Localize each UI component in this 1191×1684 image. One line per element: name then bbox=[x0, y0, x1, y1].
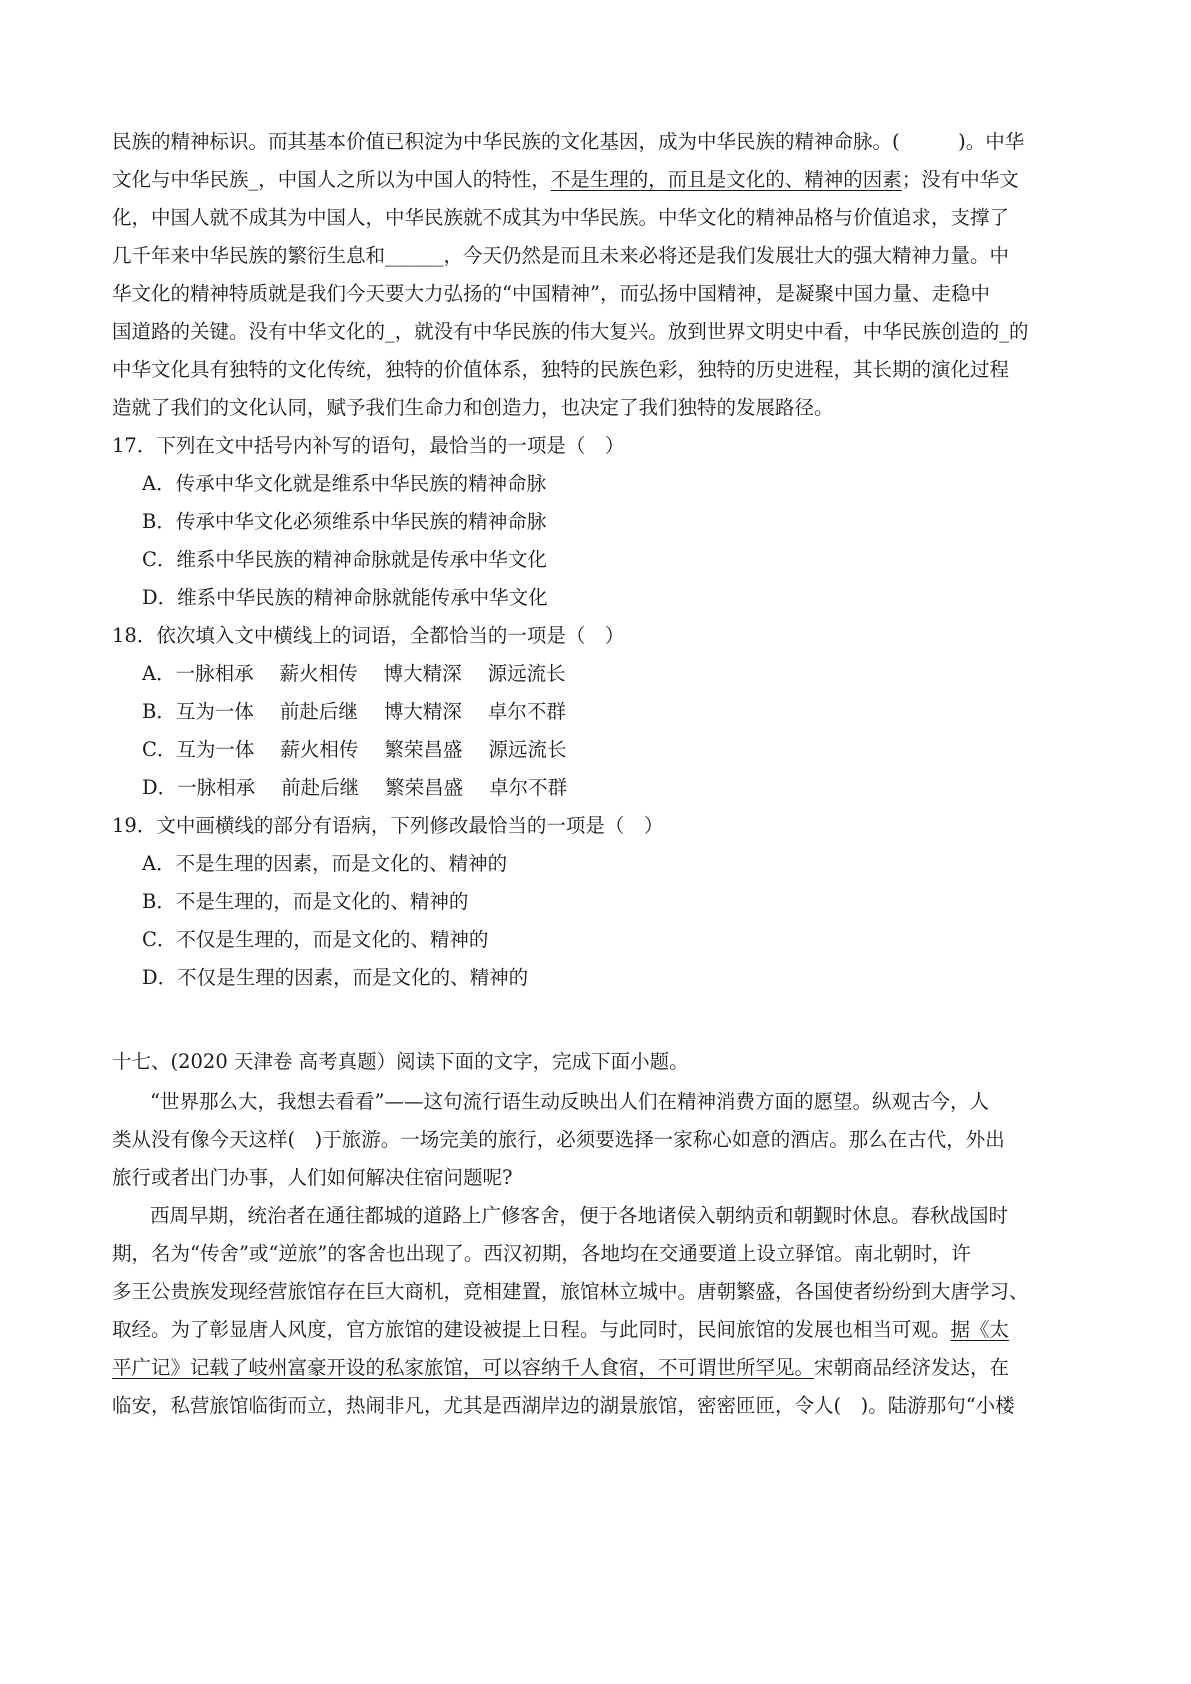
option-word: 博大精深 bbox=[383, 700, 462, 723]
passage-line-7: 中华文化具有独特的文化传统，独特的价值体系，独特的民族色彩，独特的历史进程，其长期的演化过程 bbox=[112, 358, 1010, 381]
passage-line-3: 化，中国人就不成其为中国人，中华民族就不成其为中华民族。中华文化的精神品格与价值追求，支撑了 bbox=[112, 206, 1010, 229]
question-17-option-b: B．传承中华文化必须维系中华民族的精神命脉 bbox=[142, 510, 547, 533]
question-18-option-d bbox=[142, 774, 1122, 802]
section-17-para-1-line-2: 类从没有像今天这样( )于旅游。一场完美的旅行，必须要选择一家称心如意的酒店。那么在古代，外出 bbox=[112, 1128, 1005, 1151]
question-19-option-a: A．不是生理的因素，而是文化的、精神的 bbox=[142, 852, 508, 875]
question-18-stem: 18．依次填入文中横线上的词语，全都恰当的一项是（ ） bbox=[112, 624, 625, 647]
option-word: 薪火相传 bbox=[280, 738, 359, 761]
option-word: 前赴后继 bbox=[281, 776, 360, 799]
section-17-para-2-line-4 bbox=[112, 1316, 1092, 1344]
question-18-option-b bbox=[142, 698, 1122, 726]
option-word: B．互为一体 bbox=[142, 700, 254, 723]
question-18-option-a bbox=[142, 660, 1122, 688]
option-word: 前赴后继 bbox=[279, 700, 358, 723]
option-word: 卓尔不群 bbox=[489, 776, 568, 799]
passage-line-2-start: 文化与中华民族_，中国人之所以为中国人的特性， bbox=[112, 168, 551, 191]
section-17-para-1-line-1: “世界那么大，我想去看看”——这句流行语生动反映出人们在精神消费方面的愿望。纵观古今，人 bbox=[150, 1090, 989, 1113]
para-2-line-4-text: 取经。为了彰显唐人风度，官方旅馆的建设被提上日程。与此同时，民间旅馆的发展也相当可观。 bbox=[112, 1318, 951, 1341]
section-17-para-2-line-3: 多王公贵族发现经营旅馆存在巨大商机，竞相建置，旅馆林立城中。唐朝繁盛，各国使者纷纷到大唐学习、 bbox=[112, 1280, 1029, 1303]
option-word: 繁荣昌盛 bbox=[384, 738, 463, 761]
option-word: 源远流长 bbox=[488, 738, 567, 761]
passage-line-8: 造就了我们的文化认同，赋予我们生命力和创造力，也决定了我们独特的发展路径。 bbox=[112, 396, 834, 419]
question-19-option-b: B．不是生理的，而是文化的、精神的 bbox=[142, 890, 469, 913]
passage-line-2 bbox=[112, 166, 1092, 194]
option-word: D．一脉相承 bbox=[142, 776, 256, 799]
section-17-para-2-line-1: 西周早期，统治者在通往都城的道路上广修客舍，便于各地诸侯入朝纳贡和朝觐时休息。春秋战国时 bbox=[150, 1204, 1009, 1227]
question-18-option-c bbox=[142, 736, 1122, 764]
option-word: 繁荣昌盛 bbox=[385, 776, 464, 799]
section-17-para-2-line-6: 临安，私营旅馆临街而立，热闹非凡，尤其是西湖岸边的湖景旅馆，密密匝匝，令人( )。陆游那句“小楼 bbox=[112, 1394, 1015, 1417]
underlined-sentence: 不是生理的，而且是文化的、精神的因素 bbox=[550, 168, 902, 191]
option-word: 博大精深 bbox=[383, 662, 462, 685]
passage-line-5: 华文化的精神特质就是我们今天要大力弘扬的“中国精神”，而弘扬中国精神，是凝聚中国力量、走稳中 bbox=[112, 282, 990, 305]
question-19-option-d: D．不仅是生理的因素，而是文化的、精神的 bbox=[142, 966, 529, 989]
underlined-sentence-end: 平广记》记载了岐州富豪开设的私家旅馆，可以容纳千人食宿，不可谓世所罕见。 bbox=[112, 1356, 815, 1379]
section-17-heading: 十七、(2020 天津卷 高考真题）阅读下面的文字，完成下面小题。 bbox=[112, 1050, 689, 1073]
passage-line-6: 国道路的关键。没有中华文化的_，就没有中华民族的伟大复兴。放到世界文明史中看，中华民族创造的_的 bbox=[112, 320, 1029, 343]
question-19-stem: 19．文中画横线的部分有语病，下列修改最恰当的一项是（ ） bbox=[112, 814, 664, 837]
para-2-line-5-text: 宋朝商品经济发达，在 bbox=[814, 1356, 1010, 1379]
option-word: 源远流长 bbox=[487, 662, 566, 685]
question-17-option-c: C．维系中华民族的精神命脉就是传承中华文化 bbox=[142, 548, 547, 571]
passage-line-2-end: ；没有中华文 bbox=[901, 168, 1019, 191]
question-17-option-d: D．维系中华民族的精神命脉就能传承中华文化 bbox=[142, 586, 548, 609]
section-17-para-2-line-2: 期，名为“传舍”或“逆旅”的客舍也出现了。西汉初期，各地均在交通要道上设立驿馆。南北朝时，许 bbox=[112, 1242, 971, 1265]
question-17-stem: 17．下列在文中括号内补写的语句，最恰当的一项是（ ） bbox=[112, 434, 625, 457]
section-17-para-2-line-5 bbox=[112, 1354, 1092, 1382]
section-17-para-1-line-3: 旅行或者出门办事，人们如何解决住宿问题呢? bbox=[112, 1166, 513, 1189]
question-17-option-a: A．传承中华文化就是维系中华民族的精神命脉 bbox=[142, 472, 547, 495]
option-word: 卓尔不群 bbox=[487, 700, 566, 723]
option-word: A．一脉相承 bbox=[142, 662, 254, 685]
passage-line-4: 几千年来中华民族的繁衍生息和______，今天仍然是而且未来必将还是我们发展壮大的强大精神力量。中 bbox=[112, 244, 1010, 267]
underlined-sentence-start: 据《太 bbox=[950, 1318, 1010, 1341]
passage-line-1: 民族的精神标识。而其基本价值已积淀为中华民族的文化基因，成为中华民族的精神命脉。( )。中华 bbox=[112, 130, 1025, 153]
option-word: 薪火相传 bbox=[279, 662, 358, 685]
question-19-option-c: C．不仅是生理的，而是文化的、精神的 bbox=[142, 928, 489, 951]
option-word: C．互为一体 bbox=[142, 738, 255, 761]
